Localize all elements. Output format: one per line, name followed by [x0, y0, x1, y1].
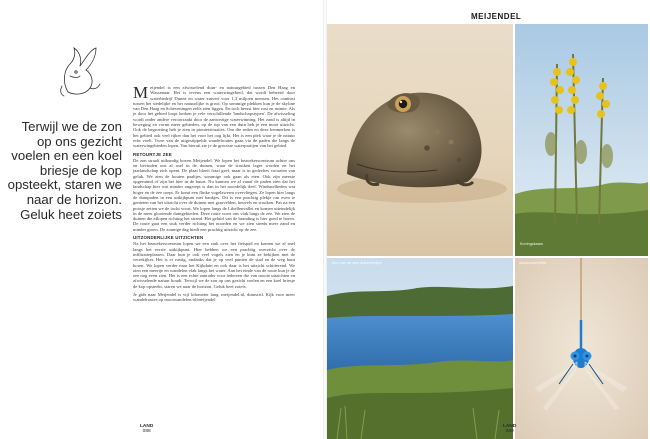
rabbit-outline-icon — [50, 42, 108, 100]
page-number-right — [503, 424, 516, 434]
folio-label: LAND — [140, 424, 154, 429]
caption-damselfly: Azuurwaterjuffer — [519, 261, 547, 265]
paragraph-1: De zon straalt uitbundig boven Meijendel. We lopen het bezoekerscentrum achter ons en bevinden ons al snel in de duinen, waar de struiken lager worden en het jaarlandschap zich opent. De plaat bloeit fraai geel, maar is in gedeeltes voorzien van geluk. We zien de houten paaltjes, sommige ook gaan als eten. Ook zijn meeste opgeruimd of zijn het hier in de buurt. Nu kunnen we al vanaf de paden zien dat het landschap hier wat minder ongerept is dan in het noordelijk deel. Windsnelheden wat hoger en de zee roept. Er komt een flinke vogelzwerm overvliegen. Ze lopen hier langs de duinpaden in een uitkijkpunt met bankjes. Dit is een prachtig plekje om even te genieten van het uitzicht over de duinen met grasvelden, heuvels en struiken. Pas na een poosje zetten we de tocht voort. We lopen langs de Libellenvallei en komen uiteindelijk in de meer glooiende duingebieden. Deze route voert ons vlak langs de zee. We zien de duinen die aflopen richting het strand. Het geluid van de branding is hier goed te horen. De route gaat een stuk verder richting het noorden en we zien steeds meer zand en minder groen. De zonnige dag biedt een prachtig uitzicht op de zee. — [133, 157, 296, 232]
caption-lake: Een van de vele duinmeertjes — [332, 261, 383, 265]
photo-flowers — [515, 24, 648, 256]
toad-image — [327, 24, 513, 256]
photo-toad — [327, 24, 513, 256]
folio-label: LAND — [503, 424, 517, 429]
photo-damselfly — [515, 258, 648, 439]
spread-gutter — [323, 0, 327, 439]
info-paragraph: Je gids naar Meijendel is vijf kilometer lang. meijendel.nl, dunea.nl. Kijk voor meer wandelroutes op mooiwandelen.nl/meijendel — [133, 291, 295, 303]
mullein-flowers-image — [515, 24, 648, 256]
section-title: MEIJENDEL — [471, 12, 522, 21]
intro-text: eijendel is een afwisselend duin- en natuurgebied tussen Den Haag en Wassenaar. Het is tevens een waterwingebied, dat wordt beheerd door waterbedrijf Dunea en water zuivert voor 1,3 miljoen mensen. Het contrast tussen het stedelijke en het natuurlijke is groot. Op sommige plekken kun je de skyline van Den Haag en Scheveningen zelfs zien liggen. En toch heerst hier rust en ruimte. Als je door het gebied loopt herken je vele verschillende 'landschapstypen'. De afwisseling wordt onder andere veroorzaakt door de aanwezige waterwinning. Het zand is altijd in beweging en vormt meer gebieden, op de top van een duin heb je een mooi uitzicht. Ook de begroeiing heb je zien in pioniersituaties. Om die reden en deze kenmerken is het gebied ook veel rijker dan het voor het oog lijkt. Het is een plek waar je de natuur echt voelt. Twee van de uitgestippelde wandelroutes gaan via de paden die langs de waterwingebieden lopen. Van hieruit zie je de grootste waterpartijen van het gebied. — [133, 85, 295, 149]
drop-cap: M — [133, 83, 149, 102]
damselfly-image — [515, 258, 648, 439]
paragraph-2: Na het bezoekerscentrum lopen we een stuk over het fietspad en komen we al snel langs het eerste uitkijkpunt. Hier hebben we een prachtig overzicht over de infiltratieplassen. Daar kun je ook veel vogels zien en je kunt ze bekijken met de verrekijker. Het is er rustig, ondanks dat je op veel punten de stad en de weg kunt horen. We lopen verder naar het Kijkduin en ook daar is het uitzicht schitterend. We zien een meertje en wandelen vlak langs het water. Aan het einde van de route kun je de zee nog even zien. Het is een echte aanrader voor iedereen die van mooie uitzichten en afwisselende natuur houdt. Terwijl we de zon op ons gezicht voelen en een koel briesje de kop opsteekt, staren we naar de horizon. Geluk heet zoiets. — [133, 241, 295, 289]
subheading-uitzichten: UITZONDERLIJKE UITZICHTEN — [133, 235, 204, 241]
caption-flowers: Koningskaars — [520, 242, 544, 246]
pull-quote: Terwijl we de zon op ons gezicht voelen en een koel briesje de kop opsteekt, staren we naar de horizon. Geluk heet zoiets — [7, 119, 122, 222]
dune-lake-image — [327, 258, 513, 439]
folio-number: 089 — [505, 429, 514, 435]
article-body — [133, 85, 295, 306]
intro-paragraph — [133, 85, 295, 149]
folio-number: 088 — [142, 429, 151, 435]
page-number-left — [140, 424, 153, 434]
right-page — [325, 0, 650, 439]
subheading-retourtje-zee: RETOURTJE ZEE — [133, 151, 172, 157]
photo-lake — [327, 258, 513, 439]
